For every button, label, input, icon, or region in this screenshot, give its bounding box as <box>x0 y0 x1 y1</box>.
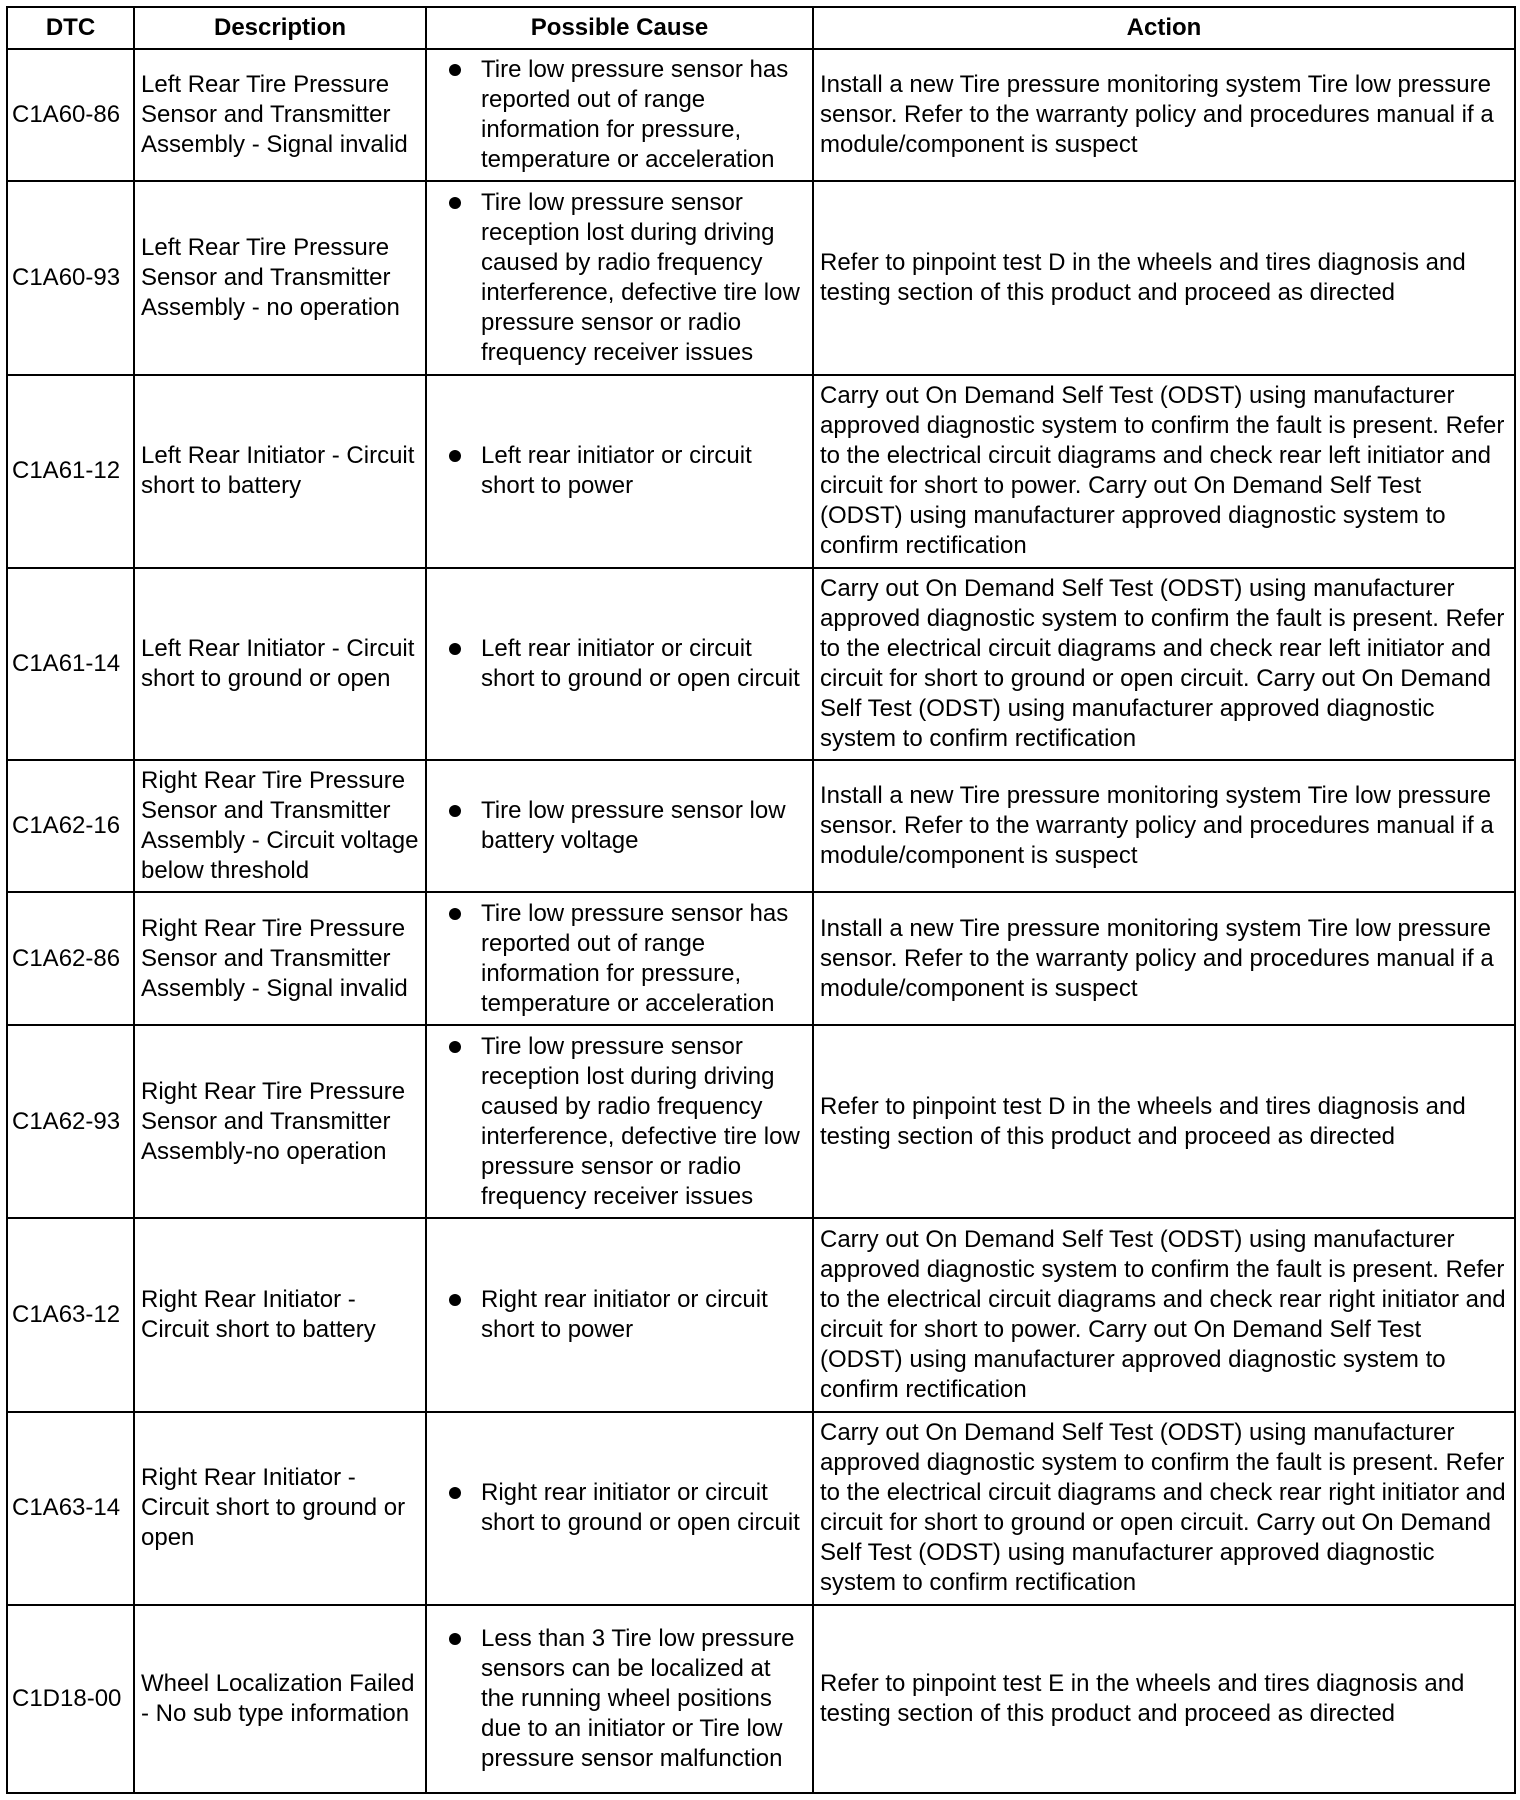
dtc-description: Left Rear Initiator - Circuit short to battery <box>134 375 426 567</box>
possible-cause <box>426 1025 813 1218</box>
dtc-description: Left Rear Initiator - Circuit short to ground or open <box>134 568 426 760</box>
table-row <box>7 1025 1515 1218</box>
header-action: Action <box>813 7 1515 49</box>
table-header-row <box>7 7 1515 49</box>
possible-cause-text: Left rear initiator or circuit short to power <box>481 442 752 500</box>
possible-cause-text: Tire low pressure sensor low battery voltage <box>481 796 786 854</box>
possible-cause-text: Tire low pressure sensor reception lost during driving caused by radio frequency interference, defective tire low pressure sensor or radio frequency receiver issues <box>481 1032 800 1210</box>
dtc-action: Install a new Tire pressure monitoring system Tire low pressure sensor. Refer to the warranty policy and procedures manual if a module/component is suspect <box>813 49 1515 181</box>
dtc-table <box>6 6 1516 1794</box>
bullet-icon <box>449 908 461 920</box>
bullet-icon <box>449 643 461 655</box>
bullet-icon <box>449 450 461 462</box>
table-row <box>7 49 1515 181</box>
dtc-description: Right Rear Tire Pressure Sensor and Transmitter Assembly-no operation <box>134 1025 426 1218</box>
possible-cause-text: Tire low pressure sensor reception lost during driving caused by radio frequency interference, defective tire low pressure sensor or radio frequency receiver issues <box>481 189 800 367</box>
header-possible-cause: Possible Cause <box>426 7 813 49</box>
table-row <box>7 760 1515 892</box>
dtc-action: Carry out On Demand Self Test (ODST) using manufacturer approved diagnostic system to confirm the fault is present. Refer to the electrical circuit diagrams and check rear right initiator and circuit for short to power. Carry out On Demand Self Test (ODST) using manufacturer approved diagnostic system to confirm rectification <box>813 1218 1515 1411</box>
possible-cause <box>426 181 813 375</box>
table-row <box>7 181 1515 375</box>
possible-cause-text: Left rear initiator or circuit short to ground or open circuit <box>481 634 800 692</box>
dtc-action: Refer to pinpoint test D in the wheels and tires diagnosis and testing section of this product and proceed as directed <box>813 181 1515 375</box>
dtc-code: C1A63-12 <box>7 1218 134 1411</box>
bullet-icon <box>449 1041 461 1053</box>
dtc-code: C1A60-93 <box>7 181 134 375</box>
possible-cause-text: Right rear initiator or circuit short to ground or open circuit <box>481 1479 800 1537</box>
dtc-description: Wheel Localization Failed - No sub type information <box>134 1605 426 1793</box>
dtc-code: C1A60-86 <box>7 49 134 181</box>
possible-cause <box>426 1412 813 1605</box>
dtc-code: C1D18-00 <box>7 1605 134 1793</box>
bullet-icon <box>449 1633 461 1645</box>
possible-cause-text: Tire low pressure sensor has reported out of range information for pressure, temperature or acceleration <box>481 899 789 1017</box>
possible-cause-text: Less than 3 Tire low pressure sensors can be localized at the running wheel positions due to an initiator or Tire low pressure sensor malfunction <box>481 1624 795 1772</box>
dtc-action: Carry out On Demand Self Test (ODST) using manufacturer approved diagnostic system to confirm the fault is present. Refer to the electrical circuit diagrams and check rear left initiator and circuit for short to power. Carry out On Demand Self Test (ODST) using manufacturer approved diagnostic system to confirm rectification <box>813 375 1515 567</box>
dtc-code: C1A63-14 <box>7 1412 134 1605</box>
dtc-action: Refer to pinpoint test D in the wheels and tires diagnosis and testing section of this product and proceed as directed <box>813 1025 1515 1218</box>
possible-cause <box>426 1605 813 1793</box>
possible-cause <box>426 760 813 892</box>
bullet-icon <box>449 805 461 817</box>
dtc-action: Refer to pinpoint test E in the wheels and tires diagnosis and testing section of this product and proceed as directed <box>813 1605 1515 1793</box>
possible-cause <box>426 49 813 181</box>
table-row <box>7 568 1515 760</box>
bullet-icon <box>449 1294 461 1306</box>
dtc-action: Carry out On Demand Self Test (ODST) using manufacturer approved diagnostic system to confirm the fault is present. Refer to the electrical circuit diagrams and check rear left initiator and circuit for short to ground or open circuit. Carry out On Demand Self Test (ODST) using manufacturer approved diagnostic system to confirm rectification <box>813 568 1515 760</box>
dtc-description: Right Rear Tire Pressure Sensor and Transmitter Assembly - Signal invalid <box>134 892 426 1025</box>
header-description: Description <box>134 7 426 49</box>
possible-cause-text: Tire low pressure sensor has reported out of range information for pressure, temperature or acceleration <box>481 56 789 174</box>
table-row <box>7 375 1515 567</box>
dtc-code: C1A61-14 <box>7 568 134 760</box>
table-row <box>7 892 1515 1025</box>
dtc-code: C1A62-16 <box>7 760 134 892</box>
possible-cause <box>426 1218 813 1411</box>
possible-cause-text: Right rear initiator or circuit short to power <box>481 1285 768 1343</box>
bullet-icon <box>449 64 461 76</box>
possible-cause <box>426 568 813 760</box>
dtc-code: C1A62-93 <box>7 1025 134 1218</box>
dtc-action: Install a new Tire pressure monitoring system Tire low pressure sensor. Refer to the warranty policy and procedures manual if a module/component is suspect <box>813 760 1515 892</box>
dtc-action: Carry out On Demand Self Test (ODST) using manufacturer approved diagnostic system to confirm the fault is present. Refer to the electrical circuit diagrams and check rear right initiator and circuit for short to ground or open circuit. Carry out On Demand Self Test (ODST) using manufacturer approved diagnostic system to confirm rectification <box>813 1412 1515 1605</box>
possible-cause <box>426 892 813 1025</box>
dtc-action: Install a new Tire pressure monitoring system Tire low pressure sensor. Refer to the warranty policy and procedures manual if a module/component is suspect <box>813 892 1515 1025</box>
table-row <box>7 1412 1515 1605</box>
table-row <box>7 1218 1515 1411</box>
dtc-description: Left Rear Tire Pressure Sensor and Transmitter Assembly - Signal invalid <box>134 49 426 181</box>
dtc-code: C1A61-12 <box>7 375 134 567</box>
dtc-description: Right Rear Initiator - Circuit short to battery <box>134 1218 426 1411</box>
dtc-description: Right Rear Tire Pressure Sensor and Transmitter Assembly - Circuit voltage below threshold <box>134 760 426 892</box>
dtc-description: Left Rear Tire Pressure Sensor and Transmitter Assembly - no operation <box>134 181 426 375</box>
header-dtc: DTC <box>7 7 134 49</box>
bullet-icon <box>449 1487 461 1499</box>
table-row <box>7 1605 1515 1793</box>
dtc-description: Right Rear Initiator - Circuit short to ground or open <box>134 1412 426 1605</box>
possible-cause <box>426 375 813 567</box>
bullet-icon <box>449 197 461 209</box>
dtc-code: C1A62-86 <box>7 892 134 1025</box>
